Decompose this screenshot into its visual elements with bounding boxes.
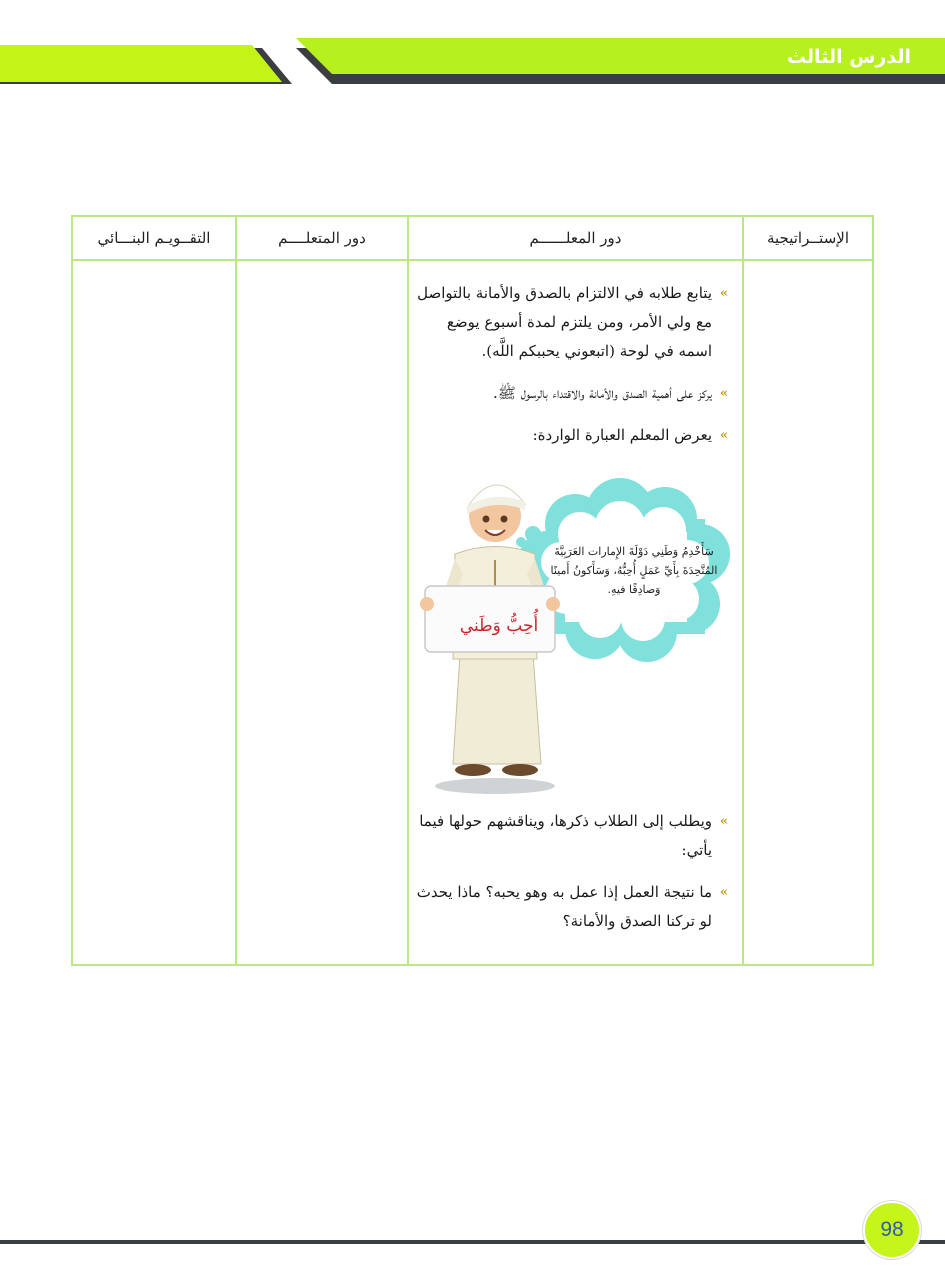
learner-role-cell (236, 260, 408, 965)
teacher-item-text: ويطلب إلى الطلاب ذكرها، ويناقشهم حولها فيما يأتي: (419, 812, 712, 859)
header-assessment: التقــويـم البنـــائي (72, 216, 236, 260)
table-header-row (72, 216, 873, 260)
sign-text: أُحِبُّ وَطَني (459, 616, 539, 636)
page-number-badge (863, 1201, 921, 1259)
strategy-cell (743, 260, 873, 965)
teacher-item-text: يتابع طلابه في الالتزام بالصدق والأمانة بالتواصل مع ولي الأمر، ومن يلتزم لمدة أسبوع يوضع اسمه في لوحة (اتبعوني يحببكم اللَّه). (417, 284, 712, 360)
lesson-plan-table (71, 215, 874, 966)
list-item (415, 421, 728, 450)
bullet-icon: » (719, 885, 728, 900)
bullet-icon: » (719, 428, 728, 443)
teacher-item-text: يعرض المعلم العبارة الواردة: (532, 426, 712, 444)
lesson-title: الدرس الثالث (786, 46, 911, 68)
list-item (415, 807, 728, 865)
list-item (415, 379, 728, 408)
table-row (72, 260, 873, 965)
assessment-cell (72, 260, 236, 965)
teacher-item-text: ما نتيجة العمل إذا عمل به وهو يحبه؟ ماذا يحدث لو تركنا الصدق والأمانة؟ (416, 883, 712, 930)
footer-line (0, 1240, 945, 1244)
teacher-item-text: يركز على أهمية الصدق والأمانة والاقتداء بالرسول ﷺ. (492, 384, 712, 402)
header-strategy: الإستــراتيجية (743, 216, 873, 260)
list-item (415, 878, 728, 936)
page-number: 98 (880, 1218, 904, 1241)
header-banner (0, 0, 945, 90)
cloud-text: سَأَخْدِمُ وَطَنِي دَوْلَةَ الإِمارات العَرَبِيَّةَ المُتَّحِدَةَ بِأَيِّ عَمَلٍ أُحِبُّهُ، وَسَأَكونُ أَمينًا وَصادِقًا فيهِ. (550, 545, 718, 596)
bullet-icon: » (719, 386, 728, 401)
teacher-role-cell (408, 260, 743, 965)
header-learner-role: دور المتعلــــم (236, 216, 408, 260)
bullet-icon: » (719, 814, 728, 829)
header-teacher-role: دور المعلــــــم (408, 216, 743, 260)
bullet-icon: » (719, 286, 728, 301)
boy-illustration (415, 464, 728, 799)
list-item (415, 279, 728, 366)
